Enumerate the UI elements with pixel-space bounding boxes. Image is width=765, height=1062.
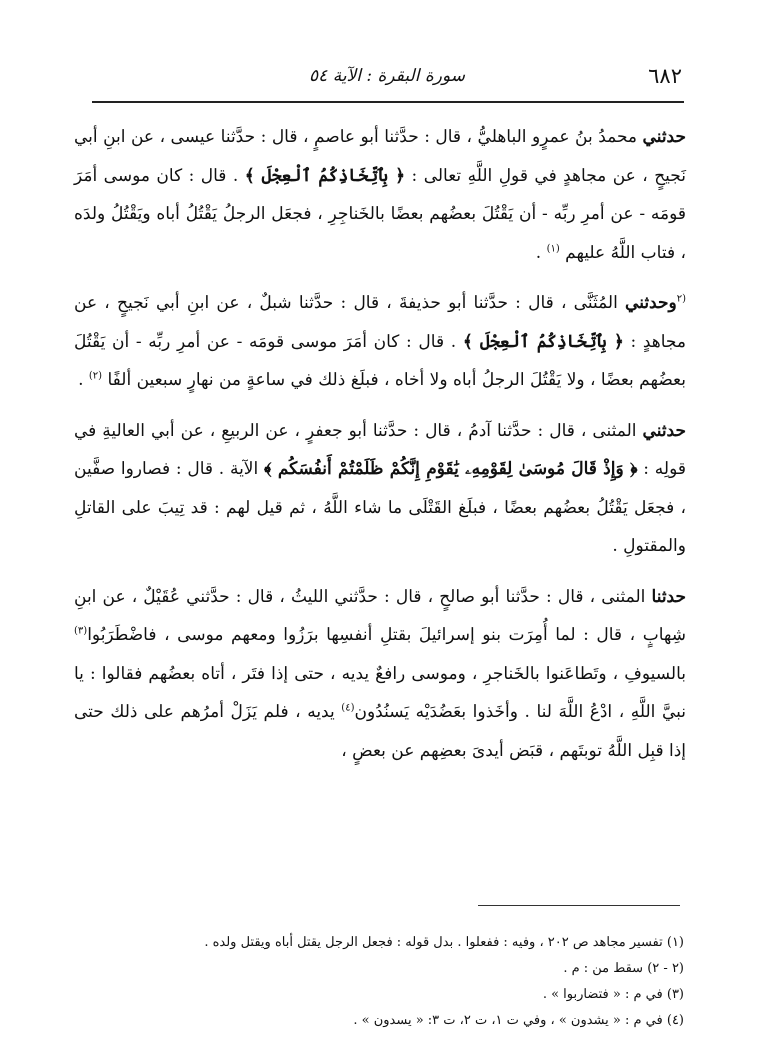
body-text [74,118,686,782]
header-rule [92,101,684,103]
text-run: يديه ، فلم يَزَلْ أمرُهم على ذلك حتى إذا قبِل اللَّهُ توبتَهم ، قبَض أيدىَ بعضِهم عن بعضٍ ، [74,702,686,761]
paragraph-lead: حدثني [642,127,686,147]
footnote: (١) تفسير مجاهد ص ٢٠٢ ، وفيه : ففعلوا . بدل قوله : فجعل الرجل يقتل أباه ويقتل ولده . [204,935,684,950]
quran-quote: ﴿ وَإِذْ قَالَ مُوسَىٰ لِقَوْمِهِۦ يَٰقَوْمِ إِنَّكُمْ ظَلَمْتُمْ أَنفُسَكُم ﴾ [264,459,638,479]
quran-quote: ﴿ بِٱتِّخَاذِكُمُ ٱلْعِجْلَ ﴾ [244,165,406,186]
text-run: . [78,370,89,390]
paragraph [74,578,686,771]
footnote-rule [478,905,680,906]
paragraph-lead: حدثنا [651,586,686,607]
text-run: . [535,242,547,263]
paragraph-lead: وحدثني [625,293,677,313]
footnote-marker: (٣) [74,625,88,637]
quran-quote: ﴿ بِٱتِّخَاذِكُمُ ٱلْعِجْلَ ﴾ [462,331,624,352]
footnote-marker: (٢) [88,370,103,382]
running-title: سورة البقرة : الآية ٥٤ [309,66,465,86]
paragraph [74,118,686,272]
footnote-marker: (١) [546,242,560,254]
paragraph-lead: حدثني [642,420,686,441]
text-run: بالسيوفِ ، وتَطاعَنوا بالخَناجرِ ، وموسى رافعٌ يديه ، حتى إذا فتَر ، أتاه بعضُهم فقالوا : يا نبيَّ اللَّهِ ، ادْعُ اللَّهَ لنا . وأخَذوا بعَضُدَيْه يَسنُدُون [74,663,686,722]
footnote: (٢ - ٢) سقط من : م . [563,961,684,976]
footnote: (٤) في م : « يشدون » ، وفي ت ١، ت ٢، ت ٣: « يسدون » . [353,1013,684,1028]
page-number: ٦٨٢ [648,64,682,88]
text-run: . قال : كان أمَرَ موسى قومَه - عن أمرِ ربِّه - أن يَقْتُلَ بعضُهم بعضًا ، ولا يَقْتُلَ الرجلُ أباه ولا أخاه ، فبلَغ ذلك في ساعةٍ من نهارٍ سبعين ألفًا [74,331,686,390]
footnote-marker: (٢ [676,293,686,305]
page-header [92,58,682,90]
paragraph [74,284,686,400]
footnote: (٣) في م : « فتضاربوا » . [542,987,684,1002]
paragraph [74,412,686,566]
text-run: المُثَنَّى ، قال : حدَّثنا أبو حذيفةَ ، قال : حدَّثنا شبلٌ ، عن ابنِ أبي نَجيحٍ ، عن مجاهدٍ : [74,293,686,352]
footnote-marker: (٤) [341,702,355,714]
text-run: المثنى ، قال : حدَّثنا أبو صالحٍ ، قال : حدَّثني الليثُ ، قال : حدَّثني عُقَيْلٌ ، عن ابنِ شِهابٍ ، قال : لما أُمِرَت بنو إسرائيلَ بقتلِ أنفسِها برَزُوا ومعهم موسى ، فاضْطَرَبُوا [74,586,686,645]
text-run: الآية . قال : فصاروا صفَّين ، فجعَل يَقْتُلُ بعضُهم بعضًا ، فبلَغ القَتْلَى ما شاء اللَّهُ ، ثم قيل لهم : قد تِيبَ على القاتلِ والمقتولِ . [74,459,686,556]
footnotes [74,930,684,1034]
text-run: محمدُ بنُ عمرٍو الباهليُّ ، قال : حدَّثنا أبو عاصمٍ ، قال : حدَّثنا عيسى ، عن ابنِ أبي نَجيحٍ ، عن مجاهدٍ في قولِ اللَّهِ تعالى : [74,127,686,186]
text-run: . قال : كان موسى أمَرَ قومَه - عن أمرِ ربِّه - أن يَقْتُلَ بعضُهم بعضًا بالخَناجِرِ ، فجعَل الرجلُ يَقْتُلُ أباه ويَقْتُلُ ولدَه ، فتاب اللَّهُ عليهم [74,165,686,263]
text-run: المثنى ، قال : حدَّثنا آدمُ ، قال : حدَّثنا أبو جعفرٍ ، عن الربيعِ ، عن أبي العاليةِ في قولِه : [74,420,686,479]
